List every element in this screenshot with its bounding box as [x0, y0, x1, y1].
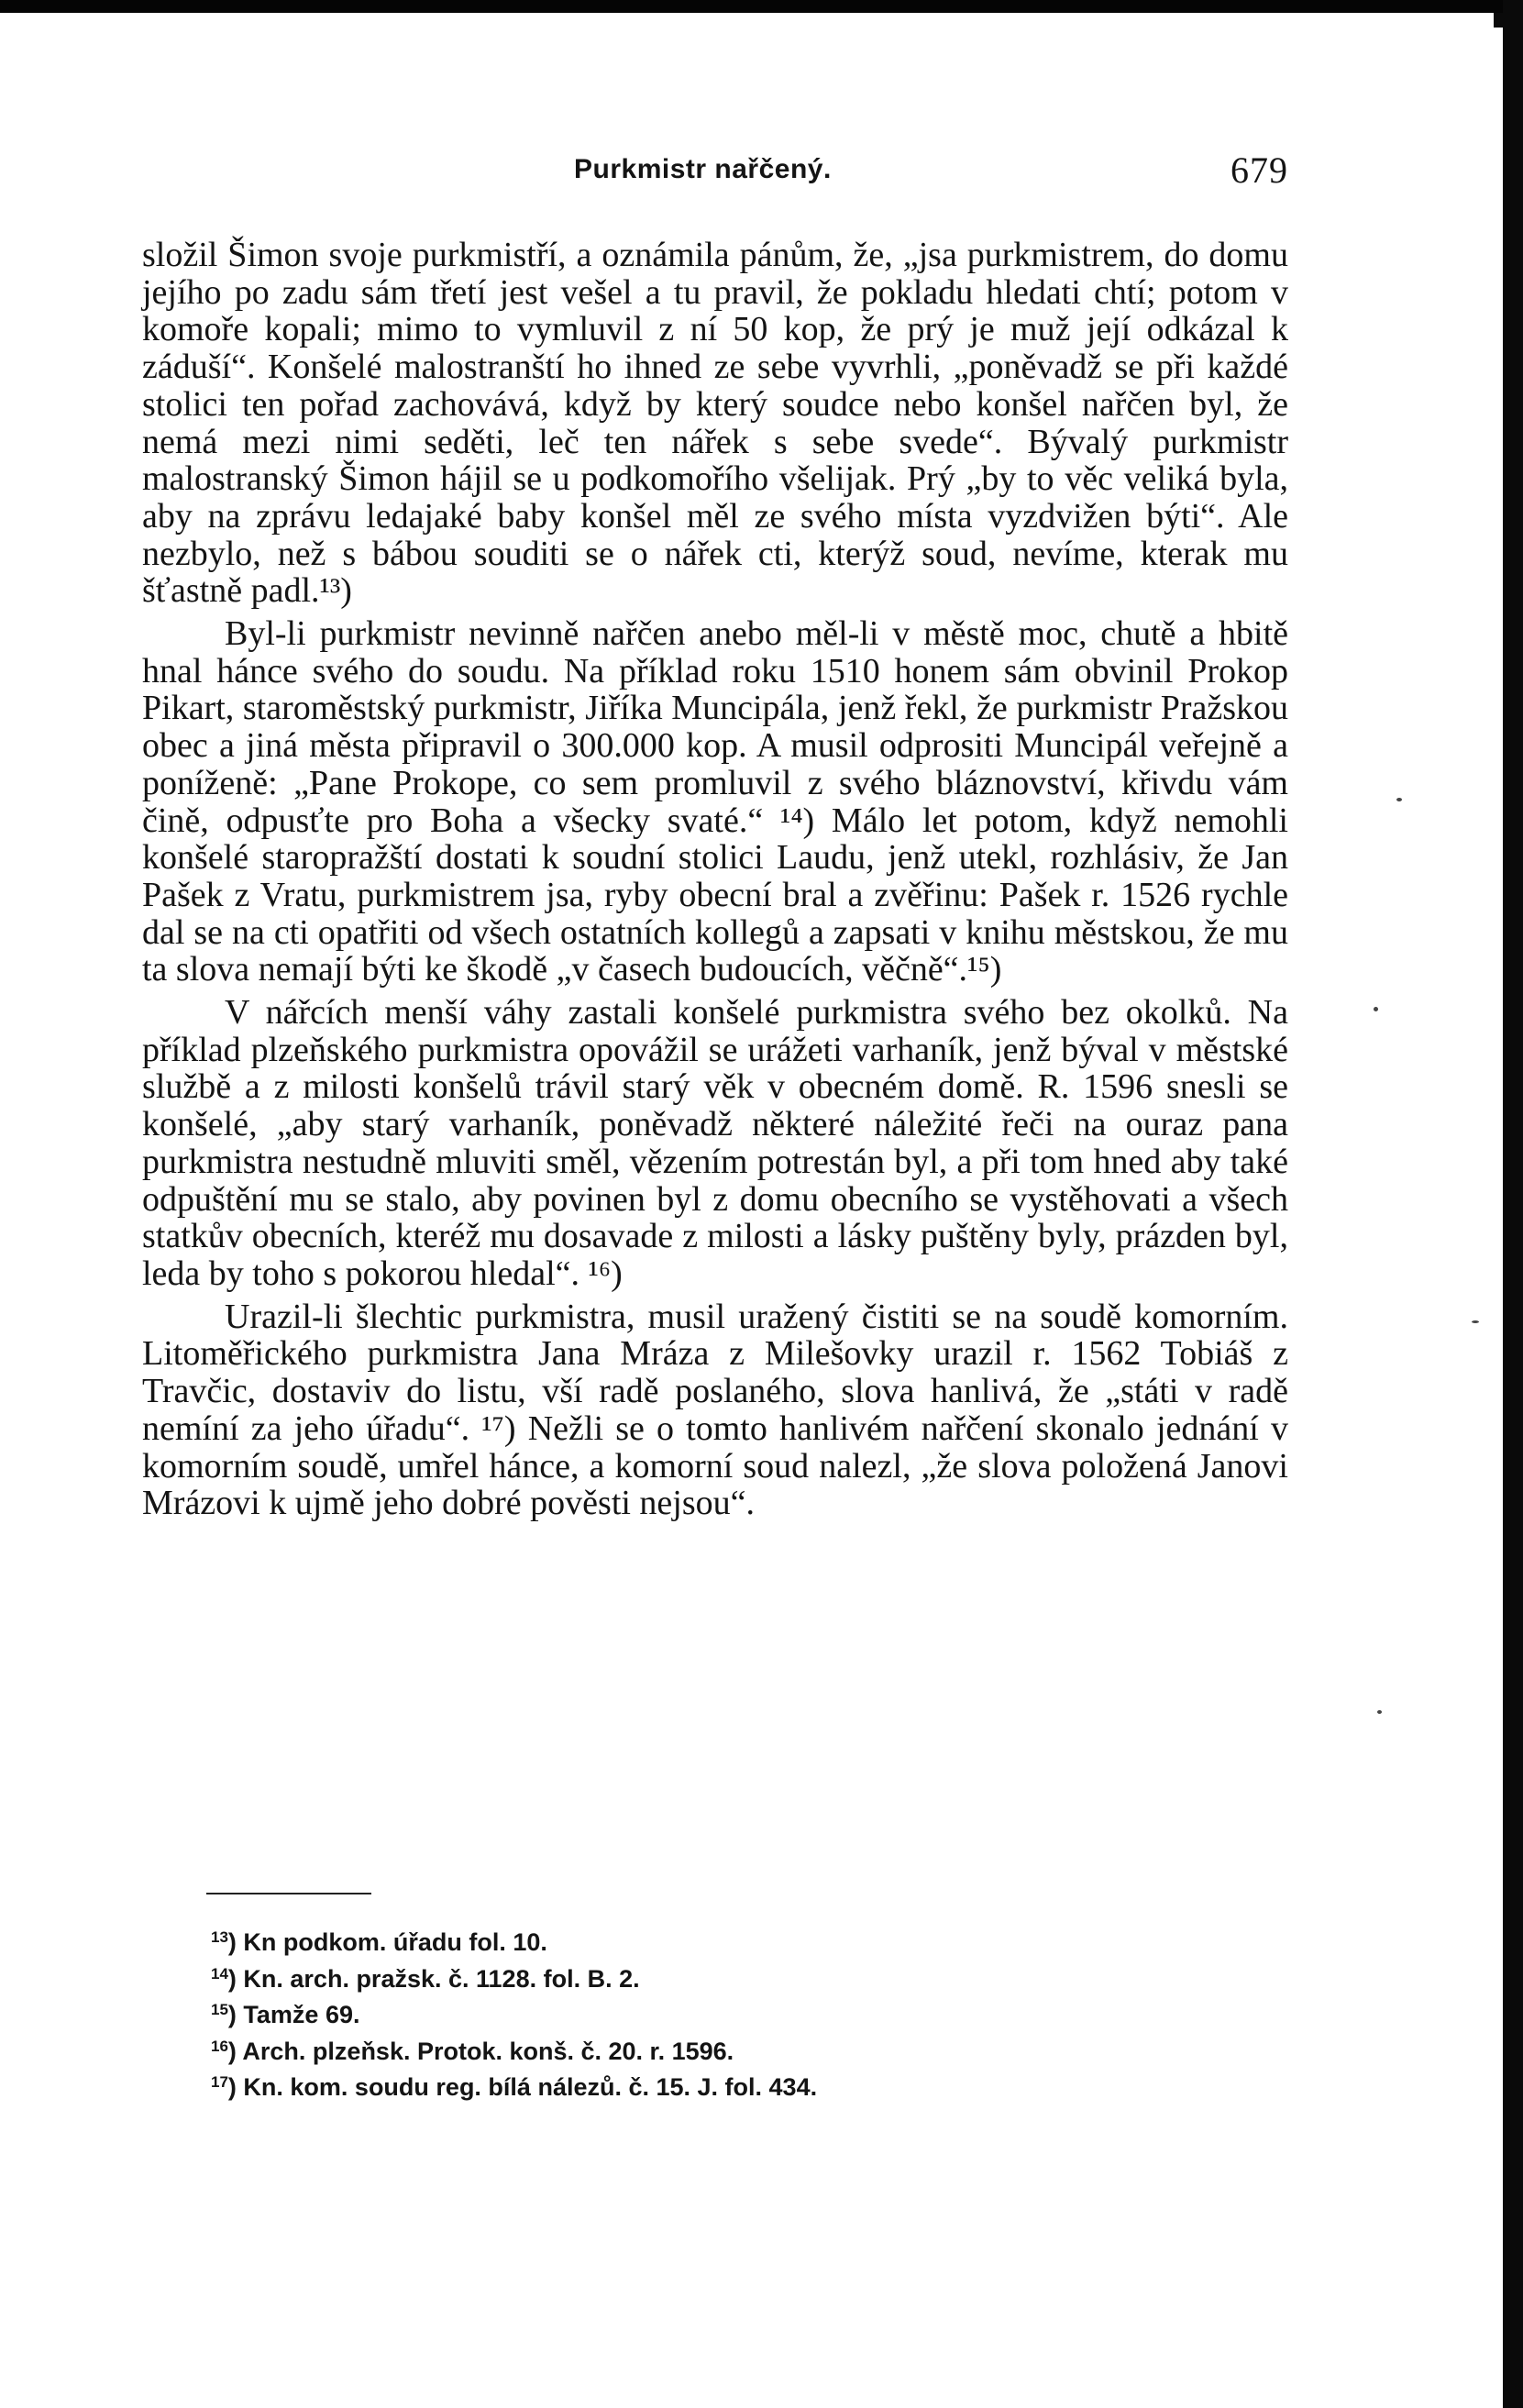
footnote: [211, 1994, 1220, 2031]
footnote-ref: 13: [211, 1928, 228, 1946]
scan-frame-right: [1503, 0, 1523, 2408]
running-title: Purkmistr nařčený.: [574, 154, 832, 184]
paragraph: Byl-li purkmistr nevinně nařčen anebo měl-li v městě moc, chutě a hbitě hnal hánce svého do soudu. Na příklad roku 1510 honem sám obvinil Prokop Pikart, staroměstský purkmistr, Jiříka Muncipála, jenž řekl, že purkmistr Pražskou obec a jiná města připravil o 300.000 kop. A musil odprositi Muncipál veřejně a poníženě: „Pane Prokope, co sem promluvil z svého bláznovství, křivdu vám čině, odpusťte pro Boha a všecky svaté.“ ¹⁴) Málo let potom, když nemohli konšelé staropražští dostati k soudní stolici Laudu, jenž utekl, rozhlásiv, že Jan Pašek z Vratu, purkmistrem jsa, ryby obecní bral a zvěřinu: Pašek r. 1526 rychle dal se na cti opatřiti od všech ostatních kollegů a zapsati v knihu městskou, že mu ta slova nemají býti ke škodě „v časech budoucích, věčně“.¹⁵): [142, 614, 1288, 989]
page-number: 679: [1231, 149, 1288, 191]
footnote-text: ) Kn. kom. soudu reg. bílá nálezů. č. 15. J. fol. 434.: [227, 2073, 818, 2101]
footnote: [211, 1959, 1220, 1995]
body-text: [142, 237, 1288, 1522]
paragraph: složil Šimon svoje purkmistří, a oznámila pánům, že, „jsa purkmistrem, do domu jejího po zadu sám třetí jest vešel a tu pravil, že pokladu hledati chtí; potom v komoře kopali; mimo to vymluvil z ní 50 kop, že prý je muž její odkázal k záduší“. Konšelé malostranští ho ihned ze sebe vyvrhli, „poněvadž se při každé stolici ten pořad zachovává, když by který soudce nebo konšel nařčen byl, že nemá mezi nimi seděti, leč ten nářek s sebe svede“. Bývalý purkmistr malostranský Šimon hájil se u podkomořího všelijak. Prý „by to věc veliká byla, aby na zprávu ledajaké baby konšel měl ze svého místa vyzdvižen býti“. Ale nezbylo, než s bábou souditi se o nářek cti, kterýž soud, nevíme, kterak mu šťastně padl.¹³): [142, 236, 1288, 611]
footnote-ref: 14: [211, 1964, 228, 1983]
footnote-text: ) Arch. plzeňsk. Protok. konš. č. 20. r. 1596.: [227, 2037, 734, 2065]
footnote-ref: 15: [211, 2001, 228, 2018]
footnote-text: ) Kn podkom. úřadu fol. 10.: [227, 1928, 547, 1956]
scan-frame-notch: [1494, 13, 1503, 28]
page-header: [138, 147, 1288, 202]
footnote-ref: 16: [211, 2037, 228, 2055]
paragraph: Urazil-li šlechtic purkmistra, musil uražený čistiti se na soudě komorním. Litoměřického purkmistra Jana Mráza z Milešovky urazil r. 1562 Tobiáš z Travčic, dostaviv do listu, vší radě poslaného, slova hanlivá, že „státi v radě nemíní za jeho úřadu“. ¹⁷) Nežli se o tomto hanlivém nařčení skonalo jednání v komorním soudě, umřel hánce, a komorní soud nalezl, „že slova položená Janovi Mrázovi k ujmě jeho dobré pověsti nejsou“.: [142, 1297, 1288, 1523]
paragraph: V nářcích menší váhy zastali konšelé purkmistra svého bez okolků. Na příklad plzeňského purkmistra opovážil se urážeti varhaník, jenž býval v městské službě a z milosti konšelů trávil starý věk v obecném domě. R. 1596 snesli se konšelé, „aby starý varhaník, poněvadž některé náležité řeči na ouraz pana purkmistra nestudně mluviti směl, vězením potrestán byl, a při tom hned aby také odpuštění mu se stalo, aby povinen byl z domu obecního se vystěhovati a všech statkův obecních, kteréž mu dosavade z milosti a lásky puštěny byly, prázden byl, leda by toho s pokorou hledal“. ¹⁶): [142, 993, 1288, 1293]
footnote-ref: 17: [211, 2073, 228, 2091]
footnote: [211, 2031, 1220, 2068]
scan-speck: [1374, 1007, 1378, 1011]
scan-speck: [1472, 1320, 1479, 1323]
scan-frame-top: [0, 0, 1523, 13]
footnote-text: ) Tamže 69.: [227, 2001, 360, 2028]
footnote: [211, 2067, 1220, 2104]
footnote-separator: [206, 1893, 371, 1894]
footnote: [211, 1922, 1220, 1959]
scan-speck: [1396, 798, 1402, 801]
footnotes: [211, 1922, 1220, 2104]
footnote-text: ) Kn. arch. pražsk. č. 1128. fol. B. 2.: [227, 1964, 640, 1993]
scan-speck: [1377, 1710, 1382, 1714]
